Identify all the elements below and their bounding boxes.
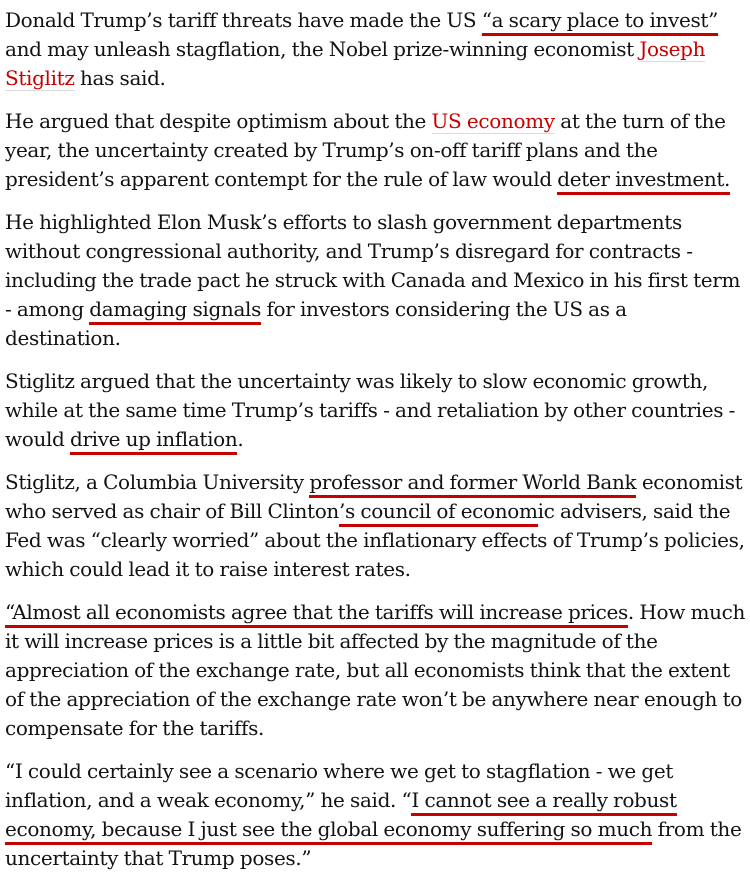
p1-text-3: has said. bbox=[74, 66, 166, 90]
article-body bbox=[5, 6, 747, 887]
paragraph-7 bbox=[5, 757, 747, 873]
p4-highlight: drive up inflation bbox=[70, 427, 237, 455]
paragraph-5 bbox=[5, 468, 747, 584]
p1-text-1: Donald Trump’s tariff threats have made the US bbox=[5, 8, 482, 32]
p4-text-1: Stiglitz argued that the uncertainty was likely to slow economic growth, while at the same time Trump’s tariffs - and retaliation by other countries - would bbox=[5, 369, 736, 451]
joseph-stiglitz-link[interactable]: Joseph Stiglitz bbox=[5, 37, 706, 90]
p5-text-3: ic advisers, said the Fed was “clearly worried” about the inflationary effects of Trump’s policies, which could lead it to raise interest rates. bbox=[5, 499, 745, 581]
p2-text-2: at the turn of the year, the uncertainty created by Trump’s on-off tariff plans and the president’s apparent contempt for the rule of law would bbox=[5, 109, 726, 191]
p7-highlight: I cannot see a really robust economy, because I just see the global economy suffering so much bbox=[5, 788, 677, 845]
p2-text-1: He argued that despite optimism about the bbox=[5, 109, 432, 133]
p7-text-1: “I could certainly see a scenario where we get to stagflation - we get inflation, and a weak economy,” he said. “ bbox=[5, 759, 674, 812]
paragraph-1 bbox=[5, 6, 747, 93]
p5-highlight-2: ’s council of econom bbox=[339, 499, 538, 527]
p6-text-1: . How much it will increase prices is a little bit affected by the magnitude of the appreciation of the exchange rate, but all economists think that the extent of the appreciation of the exchange rate won’t be anywhere near enough to compensate for the tariffs. bbox=[5, 600, 746, 740]
p1-highlighted-quote: “a scary place to invest” bbox=[482, 8, 718, 36]
p5-highlight-1: professor and former World Bank bbox=[309, 470, 636, 498]
p5-text-1: Stiglitz, a Columbia University bbox=[5, 470, 310, 494]
paragraph-6 bbox=[5, 598, 747, 743]
paragraph-4 bbox=[5, 367, 747, 454]
paragraph-3 bbox=[5, 208, 747, 353]
p6-highlight: “Almost all economists agree that the tariffs will increase prices bbox=[5, 600, 628, 628]
p7-text-2: from the uncertainty that Trump poses.” bbox=[5, 817, 742, 870]
paragraph-2 bbox=[5, 107, 747, 194]
p3-text-2: for investors considering the US as a destination. bbox=[5, 297, 627, 350]
p2-highlight: deter investment. bbox=[557, 167, 730, 195]
p5-text-2: economist who served as chair of Bill Clinton bbox=[5, 470, 743, 523]
us-economy-link[interactable]: US economy bbox=[431, 109, 555, 133]
p3-text-1: He highlighted Elon Musk’s efforts to slash government departments without congressional authority, and Trump’s disregard for contracts - including the trade pact he struck with Canada and Mexico in his first term - among bbox=[5, 210, 741, 321]
p1-text-2: and may unleash stagflation, the Nobel prize-winning economist bbox=[5, 37, 640, 61]
p4-text-2: . bbox=[237, 427, 244, 451]
p3-highlight: damaging signals bbox=[89, 297, 261, 325]
